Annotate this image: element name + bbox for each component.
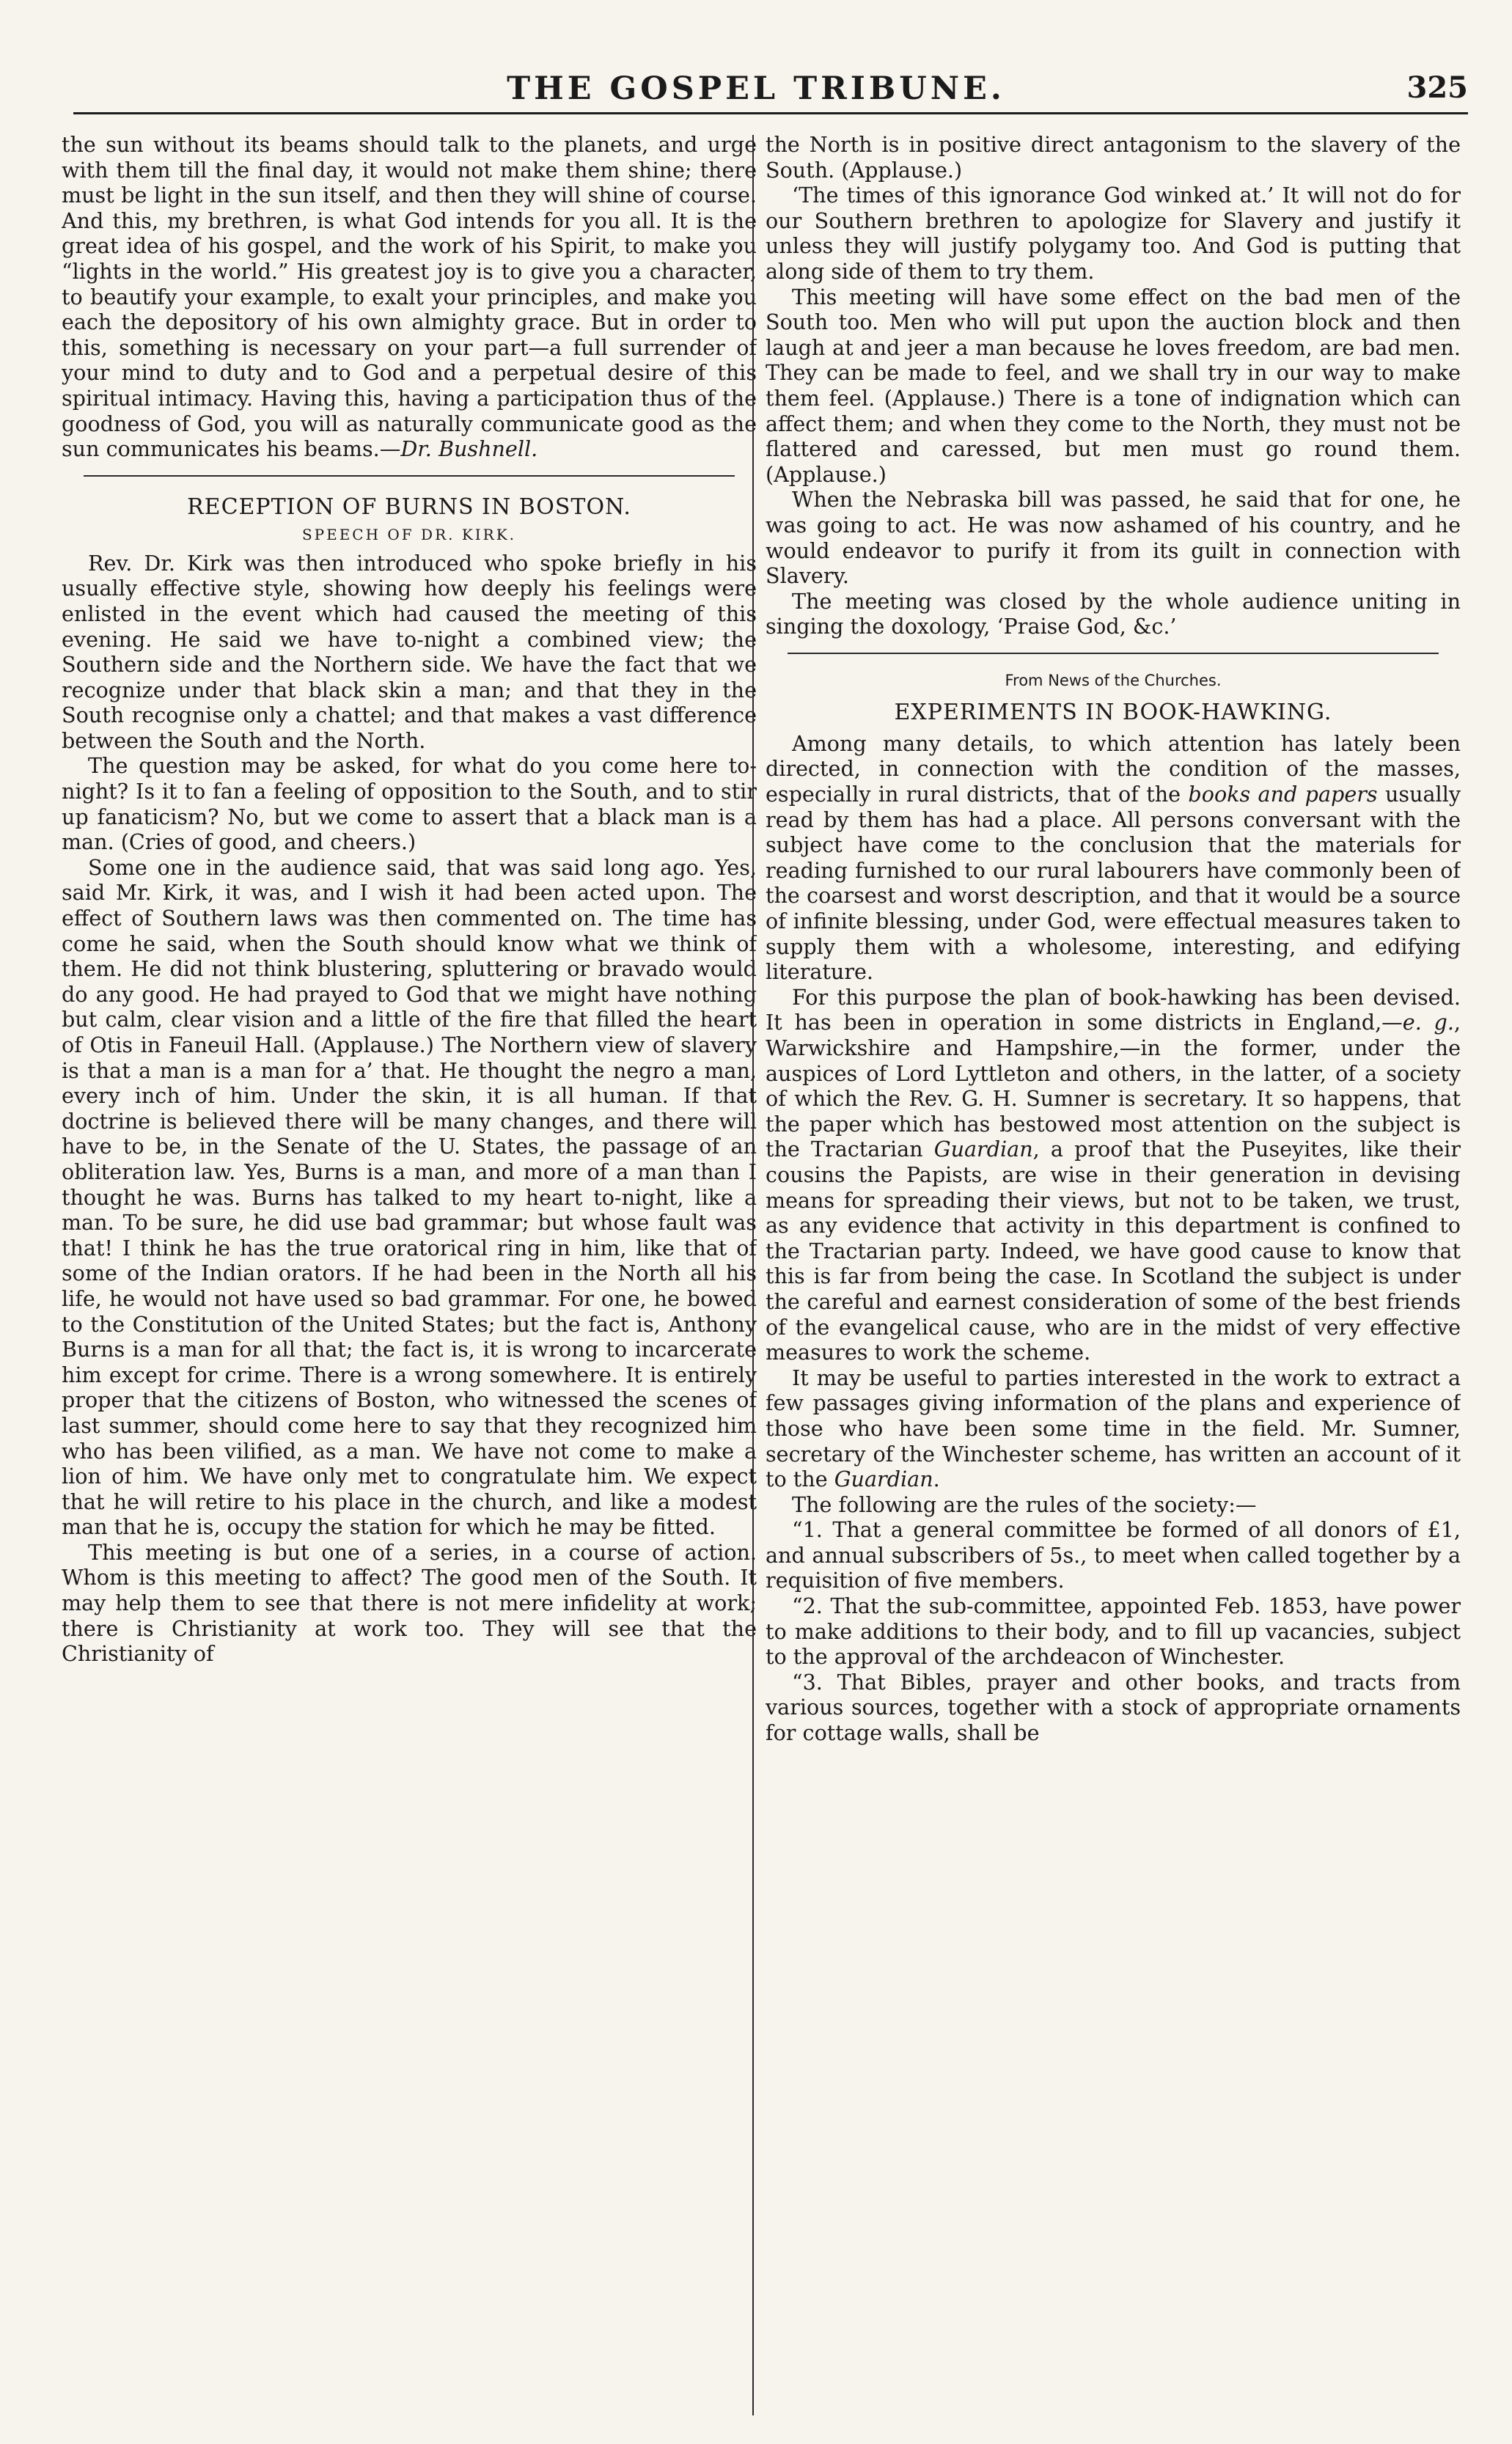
text-run-italic: e. g. bbox=[1402, 1010, 1454, 1035]
continuation-paragraph: When the Nebraska bill was passed, he said that for one, he was going to act. He was now ashamed of his country, and he would endeavor to purify it from its guilt in connection with Slavery. bbox=[766, 487, 1461, 589]
text-run: , a proof that the Puseyites, like their cousins the Papists, are wise in their generation in devising means for spreading their views, but not to be taken, we trust, as any evidence that activity in this department is confined to the Tractarian party. Indeed, we have good cause to know that this is far from being the case. In Scotland the subject is under the careful and earnest consideration of some of the best friends of the evangelical cause, who are in the midst of very effective measures to work the scheme. bbox=[766, 1137, 1461, 1365]
text-run: . bbox=[933, 1467, 940, 1492]
article-paragraph: Some one in the audience said, that was said long ago. Yes, said Mr. Kirk, it was, and I wish it had been acted upon. The effect of Southern laws was then commented on. The time has come he said, when the South should know what we think of them. He did not think blustering, spluttering or bravado would do any good. He had prayed to God that we might have nothing but calm, clear vision and a little of the fire that filled the heart of Otis in Faneuil Hall. (Applause.) The Northern view of slavery is that a man is a man for a’ that. He thought the negro a man, every inch of him. Under the skin, it is all human. If that doctrine is believed there will be many changes, and there will have to be, in the Senate of the U. States, the passage of an obliteration law. Yes, Burns is a man, and more of a man than I thought he was. Burns has talked to my heart to-night, like a man. To be sure, he did use bad grammar; but whose fault was that! I think he has the true oratorical ring in him, like that of some of the Indian orators. If he had been in the North all his life, he would not have used so bad grammar. For one, he bowed to the Constitution of the United States; but the fact is, Anthony Burns is a man for all that; the fact is, it is wrong to incarcerate him except for crime. There is a wrong somewhere. It is entirely proper that the citizens of Boston, who witnessed the scenes of last summer, should come here to say that they recognized him who has been vilified, as a man. We have not come to make a lion of him. We have only met to congratulate him. We expect that he will retire to his place in the church, and like a modest man that he is, occupy the station for which he may be fitted. bbox=[62, 854, 757, 1540]
text-run-italic: Guardian bbox=[933, 1137, 1033, 1162]
text-run: , Warwickshire and Hampshire,—in the former, under the auspices of Lord Lyttleton and others, in the latter, of a society of which the Rev. G. H. Sumner is secretary. It so happens, that the paper which has bestowed most attention on the subject is the Tractarian bbox=[766, 1010, 1461, 1162]
publication-title: THE GOSPEL TRIBUNE. bbox=[507, 70, 1005, 107]
section-rule bbox=[788, 653, 1439, 654]
rule-item: “3. That Bibles, prayer and other books, and tracts from various sources, together with a stock of appropriate ornaments for cottage walls, shall be bbox=[766, 1669, 1461, 1746]
intro-paragraph bbox=[62, 132, 757, 462]
article-paragraph bbox=[766, 731, 1461, 985]
continuation-paragraph: This meeting will have some effect on the bad men of the South too. Men who will put upon the auction block and then laugh at and jeer a man because he loves freedom, are bad men. They can be made to feel, and we shall try in our way to make them feel. (Applause.) There is a tone of indignation which can affect them; and when they come to the North, they must not be flattered and caressed, but men must go round them. (Applause.) bbox=[766, 284, 1461, 487]
intro-text: the sun without its beams should talk to the planets, and urge with them till the final day, it would not make them shine; there must be light in the sun itself, and then they will shine of course. And this, my brethren, is what God intends for you all. It is the great idea of his gospel, and the work of his Spirit, to make you “lights in the world.” His greatest joy is to give you a character, to beautify your example, to exalt your principles, and make you each the depository of his own almighty grace. But in order to this, something is necessary on your part—a full surrender of your mind to duty and to God and a perpetual desire of this spiritual intimacy. Having this, having a participation thus of the goodness of God, you will as naturally communicate good as the sun communicates his beams.— bbox=[62, 132, 757, 462]
article-paragraph bbox=[766, 1365, 1461, 1492]
article-subtitle-kirk: SPEECH OF DR. KIRK. bbox=[301, 525, 517, 543]
article-title-book-hawking: EXPERIMENTS IN BOOK-HAWKING. bbox=[894, 699, 1332, 725]
text-run: For this purpose the plan of book-hawking has been devised. It has been in operation in some districts in England,— bbox=[766, 984, 1461, 1035]
article-paragraph: The question may be asked, for what do you come here to-night? Is it to fan a feeling of opposition to the South, and to stir up fanaticism? No, but we come to assert that a black man is a man. (Cries of good, and cheers.) bbox=[62, 753, 757, 855]
text-run: usually read by them has had a place. All persons conversant with the subject have come to the conclusion that the materials for reading furnished to our rural labourers have commonly been of the coarsest and worst description, and that it would be a source of infinite blessing, under God, were effectual measures taken to supply them with a wholesome, interesting, and edifying literature. bbox=[766, 782, 1461, 985]
rule-item: “1. That a general committee be formed of all donors of £1, and annual subscribers of 5s., to meet when called together by a requisition of five members. bbox=[766, 1517, 1461, 1593]
section-rule bbox=[84, 475, 735, 477]
text-run: It may be useful to parties interested in the work to extract a few passages giving information of the plans and experience of those who have been some time in the field. Mr. Sumner, secretary of the Winchester scheme, has written an account of it to the bbox=[766, 1365, 1461, 1492]
article-source: From News of the Churches. bbox=[1005, 671, 1222, 689]
page-header bbox=[44, 57, 1468, 116]
article-paragraph: The following are the rules of the society:— bbox=[792, 1491, 1257, 1517]
article-title-burns: RECEPTION OF BURNS IN BOSTON. bbox=[187, 493, 631, 520]
header-rule bbox=[73, 112, 1468, 114]
page-number: 325 bbox=[1406, 70, 1468, 105]
rule-item: “2. That the sub-committee, appointed Feb. 1853, have power to make additions to their body, and to fill up vacancies, subject to the approval of the archdeacon of Winchester. bbox=[766, 1593, 1461, 1670]
article-paragraph: This meeting is but one of a series, in a course of action. Whom is this meeting to affect? The good men of the South. It may help them to see that there is not mere infidelity at work; there is Christianity at work too. They will see that the Christianity of bbox=[62, 1539, 757, 1667]
right-column bbox=[766, 132, 1461, 2420]
article-paragraph bbox=[766, 985, 1461, 1365]
left-column bbox=[62, 132, 757, 2420]
continuation-paragraph: The meeting was closed by the whole audience uniting in singing the doxology, ‘Praise God, &c.’ bbox=[766, 588, 1461, 639]
text-run: Among many details, to which attention has lately been directed, in connection with the condition of the masses, especially in rural districts, that of the bbox=[766, 730, 1461, 807]
article-paragraph: Rev. Dr. Kirk was then introduced who spoke briefly in his usually effective style, showing how deeply his feelings were enlisted in the event which had caused the meeting of this evening. He said we have to-night a combined view; the Southern side and the Northern side. We have the fact that we recognize under that black skin a man; and that they in the South recognise only a chattel; and that makes a vast difference between the South and the North. bbox=[62, 550, 757, 753]
text-run-italic: Guardian bbox=[834, 1467, 933, 1492]
continuation-paragraph: ‘The times of this ignorance God winked at.’ It will not do for our Southern brethren to apologize for Slavery and justify it unless they will justify polygamy too. And God is putting that along side of them to try them. bbox=[766, 183, 1461, 284]
intro-author: Dr. Bushnell. bbox=[400, 436, 538, 462]
text-run-italic: books and papers bbox=[1188, 782, 1378, 807]
continuation-paragraph: the North is in positive direct antagonism to the slavery of the South. (Applause.) bbox=[766, 132, 1461, 183]
